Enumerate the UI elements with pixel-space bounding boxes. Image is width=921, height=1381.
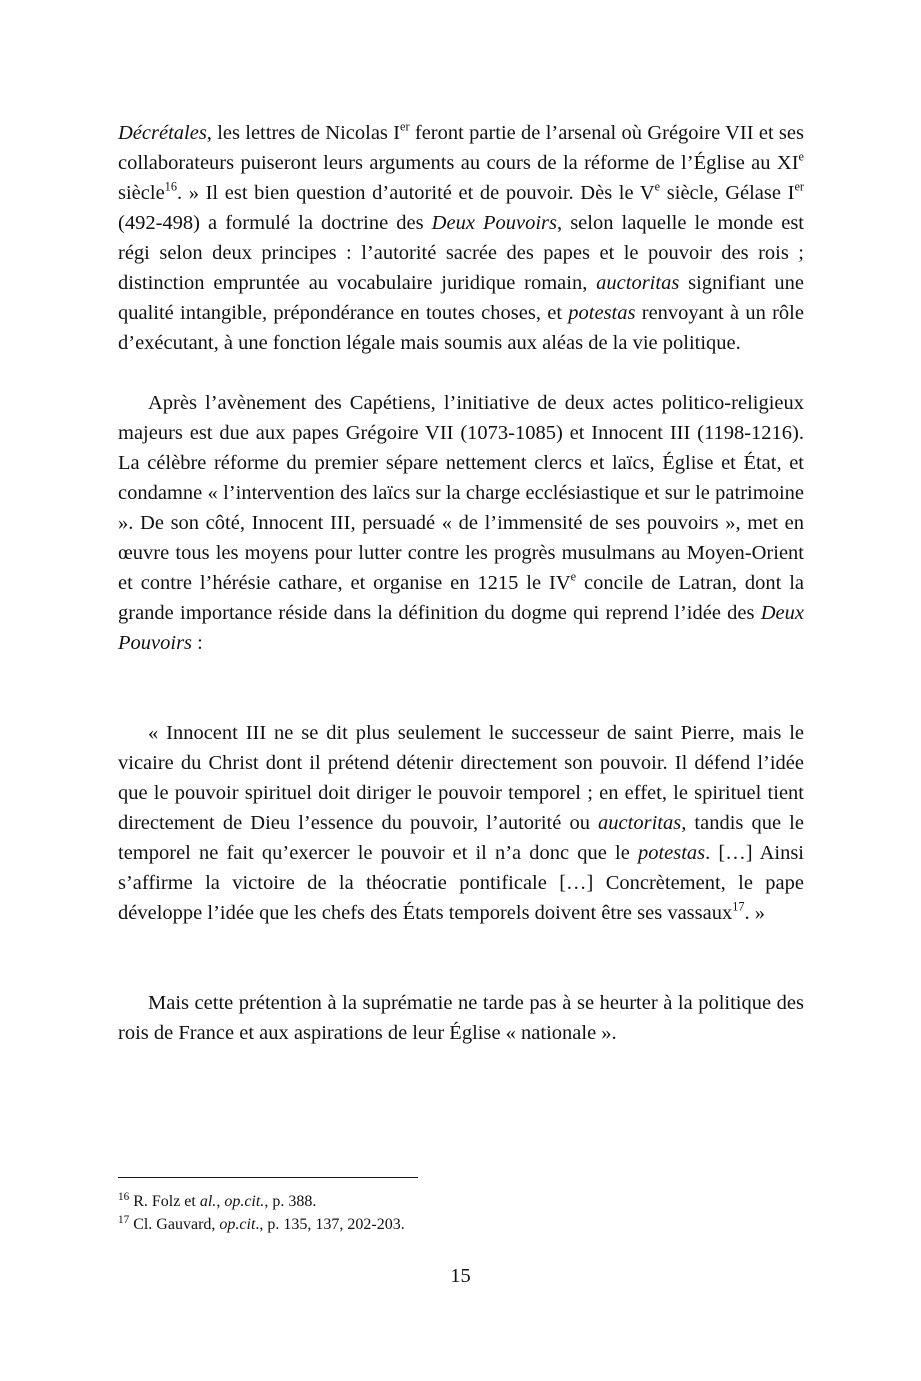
page-number: 15 [450, 1265, 471, 1287]
paragraph-2: Après l’avènement des Capétiens, l’initiative de deux actes politico-religieux majeurs est due aux papes Grégoire VII (1073-1085) et Innocent III (1198-1216). La célèbre réforme du premier sépare nettement clercs et laïcs, Église et État, et condamne « l’intervention des laïcs sur la charge ecclésiastique et sur le patrimoine ». De son côté, Innocent III, persuadé « de l’immensité de ses pouvoirs », met en œuvre tous les moyens pour lutter contre les progrès musulmans au Moyen-Orient et contre l’hérésie cathare, et organise en 1215 le IVe concile de Latran, dont la grande importance réside dans la définition du dogme qui reprend l’idée des Deux Pouvoirs : [118, 392, 804, 654]
footnotes [118, 1190, 804, 1236]
paragraph-1: Décrétales, les lettres de Nicolas Ier feront partie de l’arsenal où Grégoire VII et ses collaborateurs puiseront leurs arguments au cours de la réforme de l’Église au XIe siècle$^{16}$. » Il est bien question d’autorité et de pouvoir. Dès le Ve siècle, Gélase Ier (492-498) a formulé la doctrine des Deux Pouvoirs, selon laquelle le monde est régi selon deux principes : l’autorité sacrée des papes et le pouvoir des rois ; distinction empruntée au vocabulaire juridique romain, auctoritas signifiant une qualité intangible, prépondérance en toutes choses, et potestas renvoyant à un rôle d’exécutant, à une fonction légale mais soumis aux aléas de la vie politique. [118, 119, 804, 354]
paragraph-3: Mais cette prétention à la suprématie ne tarde pas à se heurter à la politique des rois de France et aux aspirations de leur Église « nationale ». [118, 992, 804, 1044]
footnote-ref-16[interactable]: 16 [164, 179, 177, 194]
italic-term: potestas [637, 842, 706, 864]
footnote-divider [118, 1177, 418, 1178]
footnote-17: $^{17}$ Cl. Gauvard, op.cit., p. 135, 137, 202-203. [118, 1213, 405, 1233]
italic-term: potestas [568, 302, 636, 324]
footnote-ref-17[interactable]: 17 [732, 899, 745, 914]
italic-term: Deux Pouvoirs [431, 212, 558, 234]
italic-term: Décrétales [118, 122, 207, 144]
italic-term: Deux Pouvoirs [118, 602, 804, 654]
italic-term: auctoritas [596, 272, 680, 294]
block-quote: « Innocent III ne se dit plus seulement le successeur de saint Pierre, mais le vicaire du Christ dont il prétend détenir directement son pouvoir. Il défend l’idée que le pouvoir spirituel doit diriger le pouvoir temporel ; en effet, le spirituel tient directement de Dieu l’essence du pouvoir, l’autorité ou auctoritas, tandis que le temporel ne fait qu’exercer le pouvoir et il n’a donc que le potestas. […] Ainsi s’affirme la victoire de la théocratie pontificale […] Concrètement, le pape développe l’idée que les chefs des États temporels doivent être ses vassaux$^{17}$. » [118, 722, 804, 924]
italic-term: auctoritas, [598, 812, 687, 834]
footnote-16: $^{16}$ R. Folz et al., op.cit., p. 388. [118, 1190, 317, 1210]
